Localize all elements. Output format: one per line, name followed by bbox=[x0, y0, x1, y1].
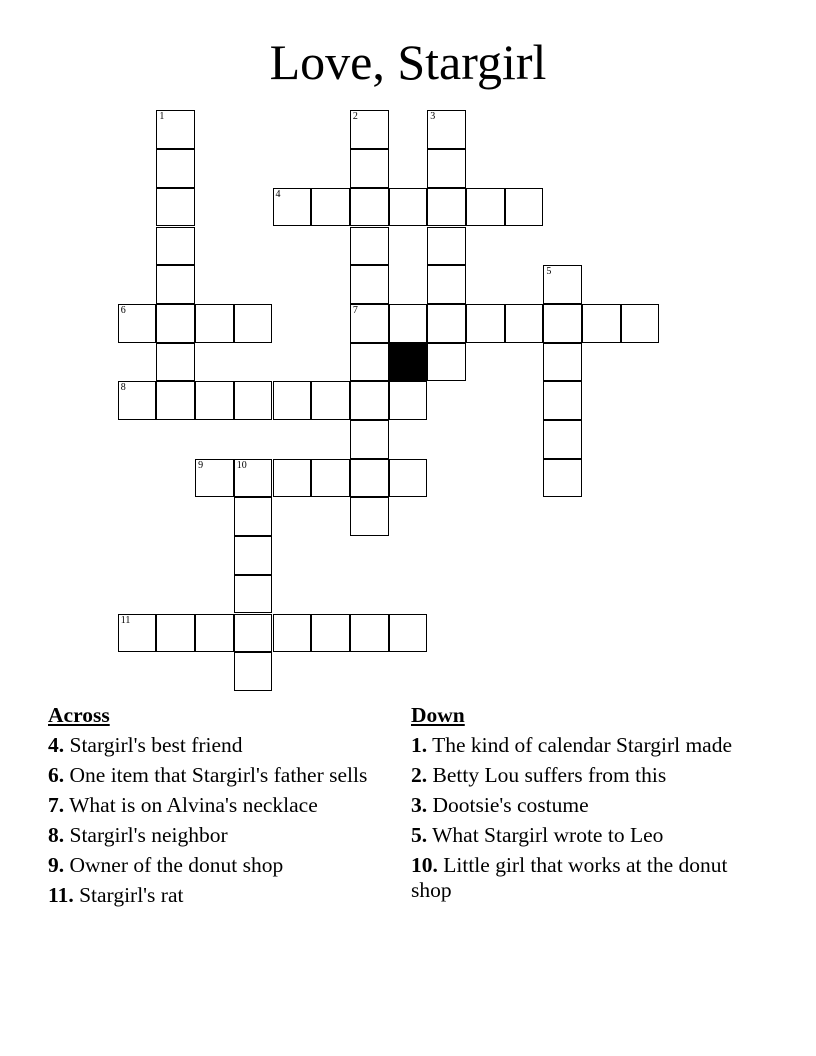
clue-number: 3. bbox=[411, 793, 428, 817]
grid-cell[interactable] bbox=[195, 614, 234, 653]
cell-number: 7 bbox=[352, 304, 358, 316]
grid-cell[interactable] bbox=[621, 304, 660, 343]
across-clue bbox=[48, 853, 378, 878]
down-clue bbox=[411, 823, 751, 848]
clue-number: 8. bbox=[48, 823, 65, 847]
grid-cell[interactable] bbox=[427, 227, 466, 266]
clue-text: Dootsie's costume bbox=[427, 793, 589, 817]
grid-cell[interactable] bbox=[118, 381, 157, 420]
grid-cell[interactable] bbox=[543, 381, 582, 420]
cell-number: 2 bbox=[352, 111, 358, 123]
clue-number: 4. bbox=[48, 733, 65, 757]
grid-cell[interactable] bbox=[195, 381, 234, 420]
grid-cell[interactable] bbox=[234, 497, 273, 536]
grid-cell[interactable] bbox=[543, 420, 582, 459]
cell-number: 6 bbox=[120, 304, 126, 316]
down-clue bbox=[411, 793, 751, 818]
clue-text: Stargirl's best friend bbox=[64, 733, 243, 757]
grid-cell[interactable] bbox=[350, 188, 389, 227]
cell-number: 4 bbox=[275, 188, 281, 200]
grid-cell[interactable] bbox=[273, 188, 312, 227]
cell-number: 1 bbox=[159, 111, 165, 123]
grid-cell[interactable] bbox=[118, 614, 157, 653]
clue-text: Little girl that works at the donut shop bbox=[411, 853, 728, 902]
grid-cell[interactable] bbox=[311, 381, 350, 420]
clue-number: 6. bbox=[48, 763, 65, 787]
grid-cell[interactable] bbox=[582, 304, 621, 343]
grid-cell[interactable] bbox=[505, 188, 544, 227]
cell-number: 9 bbox=[198, 459, 204, 471]
grid-cell[interactable] bbox=[156, 188, 195, 227]
grid-cell[interactable] bbox=[234, 575, 273, 614]
down-clue bbox=[411, 733, 751, 758]
grid-cell[interactable] bbox=[350, 110, 389, 149]
grid-cell[interactable] bbox=[389, 459, 428, 498]
blocked-cell bbox=[389, 343, 428, 382]
clue-text: Owner of the donut shop bbox=[64, 853, 284, 877]
cell-number: 10 bbox=[236, 459, 247, 471]
grid-cell[interactable] bbox=[427, 110, 466, 149]
clue-text: Betty Lou suffers from this bbox=[427, 763, 667, 787]
grid-cell[interactable] bbox=[350, 265, 389, 304]
grid-cell[interactable] bbox=[156, 149, 195, 188]
clue-text: What Stargirl wrote to Leo bbox=[427, 823, 664, 847]
grid-cell[interactable] bbox=[234, 614, 273, 653]
page-title: Love, Stargirl bbox=[269, 34, 547, 90]
clue-number: 2. bbox=[411, 763, 428, 787]
grid-cell[interactable] bbox=[234, 381, 273, 420]
grid-cell[interactable] bbox=[156, 381, 195, 420]
grid-cell[interactable] bbox=[427, 188, 466, 227]
grid-cell[interactable] bbox=[273, 459, 312, 498]
cell-number: 8 bbox=[120, 382, 126, 394]
grid-cell[interactable] bbox=[543, 343, 582, 382]
cell-number: 5 bbox=[546, 266, 552, 278]
grid-cell[interactable] bbox=[350, 614, 389, 653]
grid-cell[interactable] bbox=[389, 614, 428, 653]
clue-text: Stargirl's rat bbox=[73, 883, 184, 907]
grid-cell[interactable] bbox=[156, 304, 195, 343]
clue-number: 9. bbox=[48, 853, 65, 877]
grid-cell[interactable] bbox=[350, 459, 389, 498]
grid-cell[interactable] bbox=[156, 343, 195, 382]
grid-cell[interactable] bbox=[118, 304, 157, 343]
clue-number: 10. bbox=[411, 853, 438, 877]
clue-text: Stargirl's neighbor bbox=[64, 823, 228, 847]
grid-cell[interactable] bbox=[389, 304, 428, 343]
grid-cell[interactable] bbox=[350, 343, 389, 382]
grid-cell[interactable] bbox=[505, 304, 544, 343]
across-clue bbox=[48, 763, 378, 788]
down-clue bbox=[411, 853, 751, 903]
clue-text: What is on Alvina's necklace bbox=[64, 793, 318, 817]
down-clues bbox=[411, 703, 751, 908]
clue-number: 7. bbox=[48, 793, 65, 817]
grid-cell[interactable] bbox=[350, 420, 389, 459]
clue-text: One item that Stargirl's father sells bbox=[64, 763, 368, 787]
down-clue bbox=[411, 763, 751, 788]
grid-cell[interactable] bbox=[234, 536, 273, 575]
grid-cell[interactable] bbox=[156, 110, 195, 149]
grid-cell[interactable] bbox=[234, 459, 273, 498]
down-heading: Down bbox=[411, 703, 465, 727]
grid-cell[interactable] bbox=[273, 381, 312, 420]
across-heading: Across bbox=[48, 703, 110, 727]
across-clues bbox=[48, 703, 378, 913]
cell-number: 11 bbox=[120, 614, 131, 626]
clue-number: 11. bbox=[48, 883, 74, 907]
grid-cell[interactable] bbox=[311, 614, 350, 653]
across-clue bbox=[48, 883, 378, 908]
grid-cell[interactable] bbox=[273, 614, 312, 653]
grid-cell[interactable] bbox=[389, 188, 428, 227]
grid-cell[interactable] bbox=[350, 227, 389, 266]
grid-cell[interactable] bbox=[234, 304, 273, 343]
across-clue bbox=[48, 823, 378, 848]
grid-cell[interactable] bbox=[543, 304, 582, 343]
grid-cell[interactable] bbox=[350, 497, 389, 536]
grid-cell[interactable] bbox=[427, 343, 466, 382]
grid-cell[interactable] bbox=[156, 265, 195, 304]
grid-cell[interactable] bbox=[350, 149, 389, 188]
grid-cell[interactable] bbox=[350, 304, 389, 343]
grid-cell[interactable] bbox=[311, 188, 350, 227]
grid-cell[interactable] bbox=[543, 459, 582, 498]
grid-cell[interactable] bbox=[350, 381, 389, 420]
grid-cell[interactable] bbox=[466, 304, 505, 343]
grid-cell[interactable] bbox=[466, 188, 505, 227]
across-clue bbox=[48, 733, 378, 758]
grid-cell[interactable] bbox=[156, 614, 195, 653]
grid-cell[interactable] bbox=[389, 381, 428, 420]
clue-number: 5. bbox=[411, 823, 428, 847]
grid-cell[interactable] bbox=[427, 149, 466, 188]
grid-cell[interactable] bbox=[311, 459, 350, 498]
grid-cell[interactable] bbox=[427, 304, 466, 343]
grid-cell[interactable] bbox=[195, 304, 234, 343]
cell-number: 3 bbox=[430, 111, 436, 123]
across-clue bbox=[48, 793, 378, 818]
clue-text: The kind of calendar Stargirl made bbox=[427, 733, 733, 757]
grid-cell[interactable] bbox=[543, 265, 582, 304]
clue-number: 1. bbox=[411, 733, 428, 757]
grid-cell[interactable] bbox=[234, 652, 273, 691]
grid-cell[interactable] bbox=[195, 459, 234, 498]
grid-cell[interactable] bbox=[156, 227, 195, 266]
grid-cell[interactable] bbox=[427, 265, 466, 304]
